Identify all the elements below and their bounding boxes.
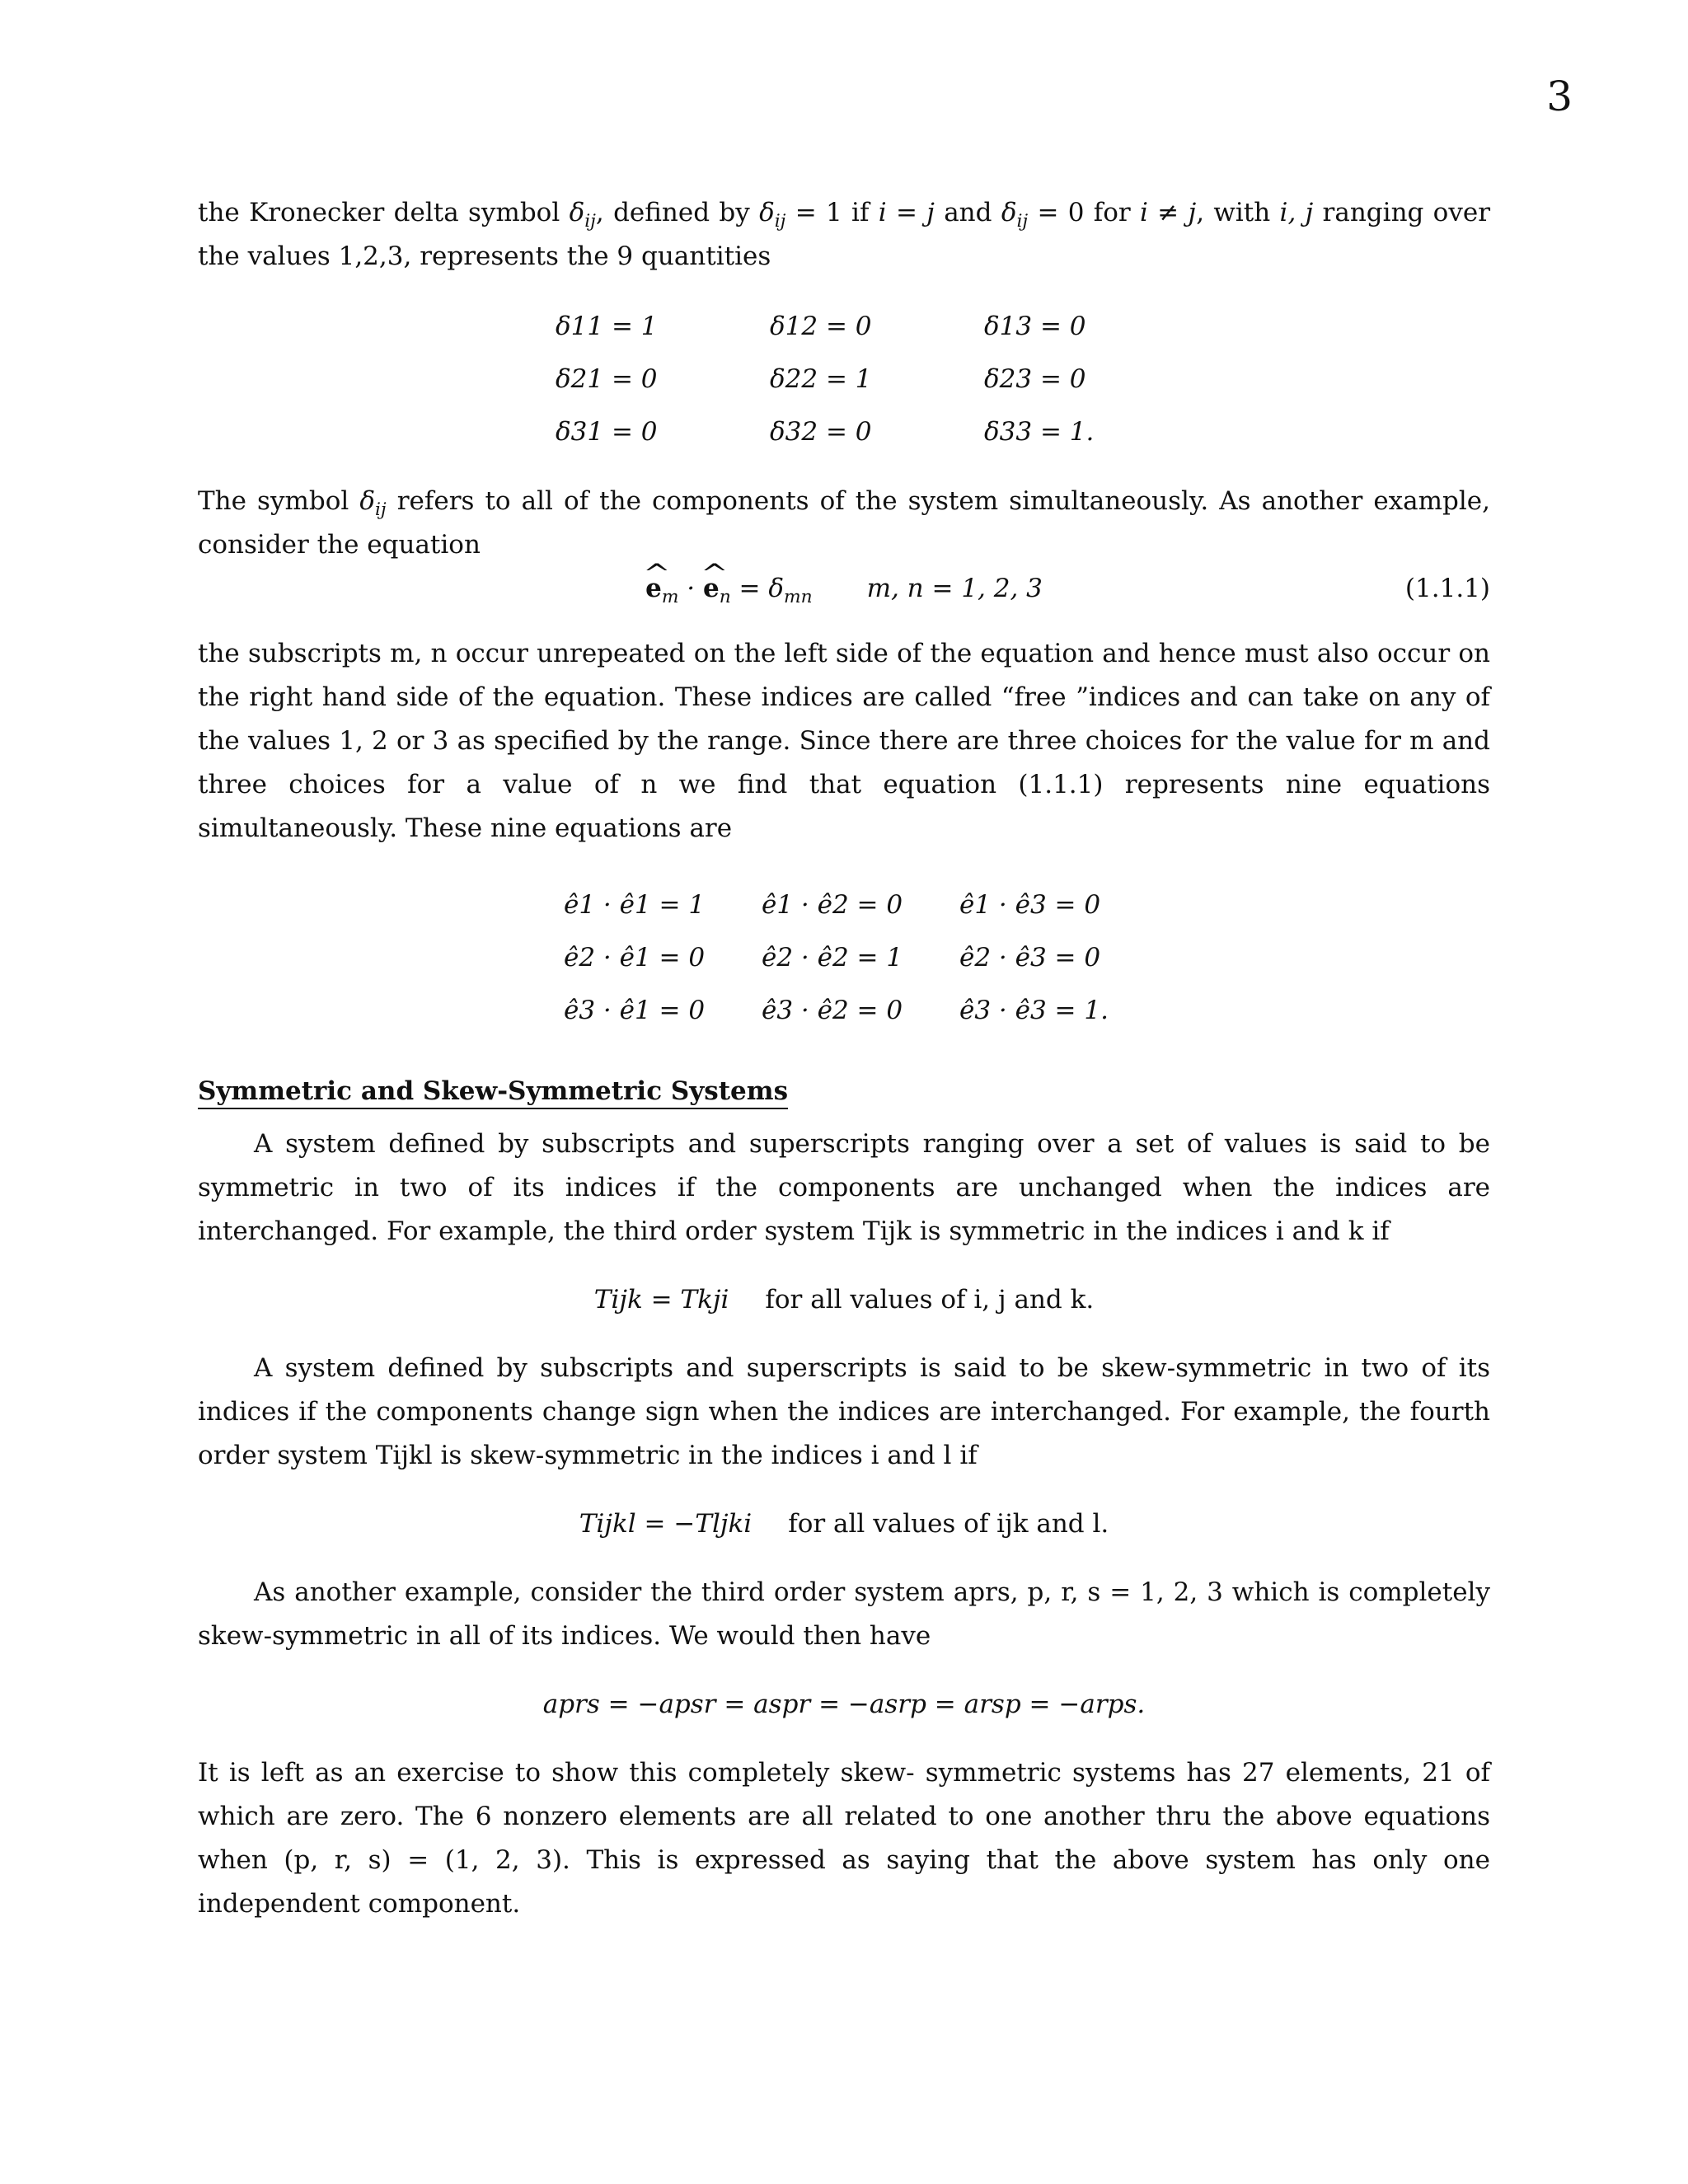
closing-paragraph: It is left as an exercise to show this completely skew- symmetric systems has 27 elements, 21 of which are zero. The 6 nonzero elements are all related to one another thru the above equations when (p, r, s) = (1, 2, 3). This is expressed as saying that the above system has only one independent component. (198, 1758, 1490, 1919)
intro-paragraph: the Kronecker delta symbol $\delta_{ij}$, defined by $\delta_{ij} = 1$ if i = j and $\delta_{ij} = 0$ for i ≠ j, with i, j ranging over the values 1,2,3, represents the 9 quantities (198, 198, 1491, 271)
basis-equation: ê2 · ê2 = 1 (762, 943, 903, 972)
kronecker-entry: δ22 = 1 (770, 364, 872, 394)
equation-number: (1.1.1) (1404, 574, 1490, 603)
kronecker-entry: δ23 = 0 (984, 364, 1086, 394)
basis-equation: ê3 · ê2 = 0 (762, 996, 903, 1025)
subscripts-paragraph: the subscripts m, n occur unrepeated on the left side of the equation and hence must also occur on the right hand side of the equation. These indices are called “free ”indices and can take on any of the values 1, 2 or 3 as specified by the range. Since there are three choices for the value for m and three choices for a value of n we find that equation (1.1.1) represents nine equations simultaneously. These nine equations are (198, 639, 1490, 843)
equation-1-1-1: ^ $e_m$ · ^ $e_n = \delta_{mn}$ m, n = 1, 2, 3 (1.1.1) (198, 567, 1490, 611)
kronecker-entry: δ21 = 0 (556, 364, 658, 394)
chain-equation: aprs = −apsr = aspr = −asrp = arsp = −arps. (542, 1690, 1146, 1719)
basis-vector-table (198, 879, 1490, 1037)
kronecker-entry: δ11 = 1 (556, 312, 658, 341)
kronecker-entry: δ31 = 0 (556, 417, 658, 447)
kronecker-entry: δ13 = 0 (984, 312, 1086, 341)
equation-range: m, n = 1, 2, 3 (866, 574, 1043, 603)
kronecker-entry: δ33 = 1. (984, 417, 1095, 447)
kronecker-entry: δ12 = 0 (770, 312, 872, 341)
skew-paragraph: A system defined by subscripts and superscripts is said to be skew-symmetric in two of its indices if the components change sign when the indices are interchanged. For example, the fourth order system Tijkl is skew-symmetric in the indices i and l if (198, 1353, 1490, 1470)
kronecker-entry: δ32 = 0 (770, 417, 872, 447)
page-content (198, 191, 1490, 1926)
example-paragraph: As another example, consider the third order system aprs, p, r, s = 1, 2, 3 which is completely skew-symmetric in all of its indices. We would then have (198, 1577, 1490, 1651)
skew-equation: Tijkl = −Tljki for all values of ijk and l. (579, 1509, 1109, 1539)
kronecker-delta-table (198, 300, 1490, 458)
page-number: 3 (1546, 73, 1573, 120)
basis-equation: ê1 · ê2 = 0 (762, 890, 903, 920)
basis-equation: ê3 · ê3 = 1. (959, 996, 1109, 1025)
basis-equation: ê1 · ê1 = 1 (564, 890, 706, 920)
symmetric-paragraph: A system defined by subscripts and superscripts ranging over a set of values is said to be symmetric in two of its indices if the components are unchanged when the indices are interchanged. For example, the third order system Tijk is symmetric in the indices i and k if (198, 1129, 1490, 1246)
basis-equation: ê2 · ê3 = 0 (959, 943, 1101, 972)
basis-equation: ê1 · ê3 = 0 (959, 890, 1101, 920)
basis-equation: ê3 · ê1 = 0 (564, 996, 706, 1025)
symbol-paragraph: The symbol $\delta_{ij}$ refers to all of the components of the system simultaneously. As another example, consider the equation (198, 486, 1491, 560)
symmetric-equation: Tijk = Tkji for all values of i, j and k. (593, 1285, 1095, 1315)
basis-equation: ê2 · ê1 = 0 (564, 943, 706, 972)
section-heading: Symmetric and Skew-Symmetric Systems (198, 1075, 788, 1109)
